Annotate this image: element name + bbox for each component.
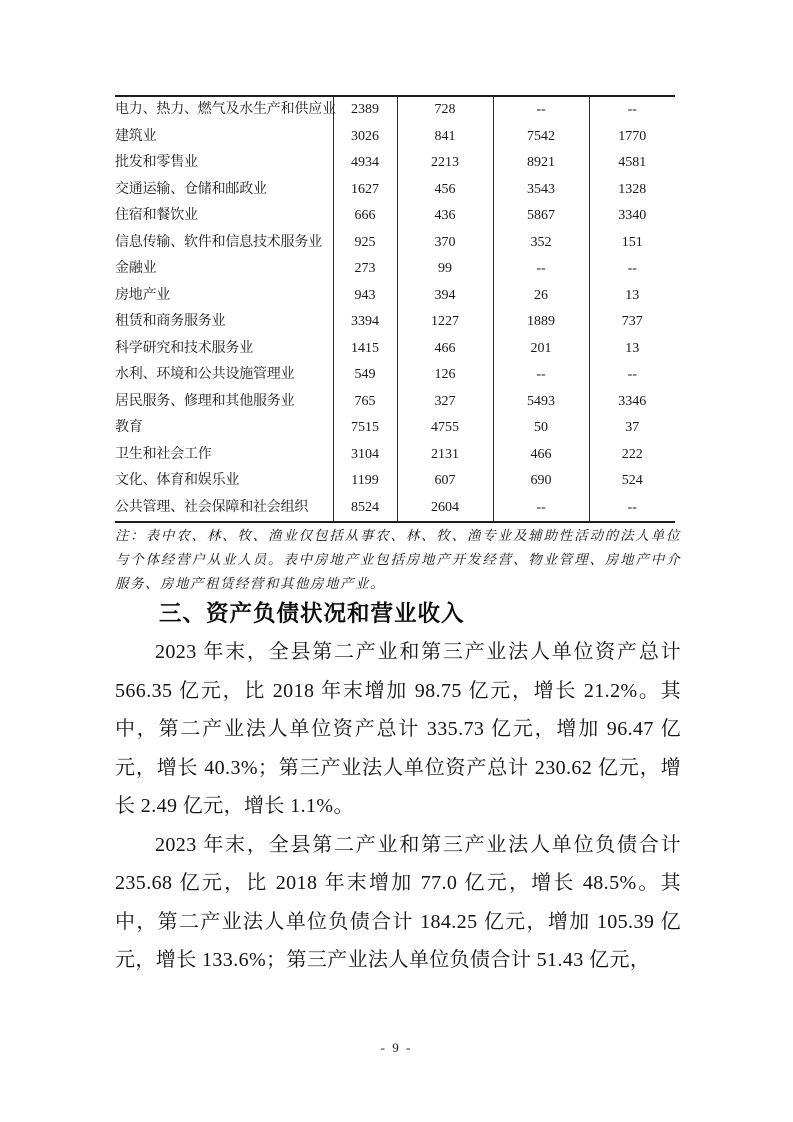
page-number: - 9 - — [380, 1040, 413, 1055]
body-paragraph: 2023 年末，全县第二产业和第三产业法人单位资产总计 566.35 亿元，比 2018 年末增加 98.75 亿元，增长 21.2%。其中，第二产业法人单位资产总计 335.73 亿元，增加 96.47 亿元，增长 40.3%；第三产业法人单位资产总计 230.62 亿元，增长 2.49 亿元，增长 1.1%。 — [115, 641, 681, 817]
section-heading: 三、资产负债状况和营业收入 — [159, 601, 465, 626]
table-row — [115, 203, 675, 230]
table-row — [115, 309, 675, 336]
value-cell: -- — [493, 96, 589, 124]
table-row — [115, 362, 675, 389]
value-cell: 394 — [397, 283, 493, 310]
table-row — [115, 230, 675, 257]
value-cell: 456 — [397, 177, 493, 204]
value-cell: 943 — [333, 283, 397, 310]
industry-label-cell: 房地产业 — [115, 283, 333, 310]
value-cell: 1627 — [333, 177, 397, 204]
value-cell: 524 — [621, 473, 643, 488]
body-text — [115, 633, 681, 980]
value-cell: -- — [493, 362, 589, 389]
table-row — [115, 256, 675, 283]
value-cell: 37 — [625, 420, 640, 435]
industry-label-cell: 租赁和商务服务业 — [115, 309, 333, 336]
table-row — [115, 96, 675, 124]
value-cell: 841 — [397, 124, 493, 151]
industry-label-cell: 金融业 — [115, 256, 333, 283]
industry-label-cell: 住宿和餐饮业 — [115, 203, 333, 230]
industry-label-cell: 信息传输、软件和信息技术服务业 — [115, 230, 333, 257]
value-cell: 3346 — [618, 393, 647, 409]
value-cell: 1227 — [397, 309, 493, 336]
body-paragraph: 2023 年末，全县第二产业和第三产业法人单位负债合计 235.68 亿元，比 2018 年末增加 77.0 亿元，增长 48.5%。其中，第二产业法人单位负债合计 184.25 亿元，增加 105.39 亿元，增长 133.6%；第三产业法人单位负债合计 51.43 亿元， — [115, 833, 681, 971]
industry-label-cell: 科学研究和技术服务业 — [115, 336, 333, 363]
industry-label-cell: 交通运输、仓储和邮政业 — [115, 177, 333, 204]
value-cell: 765 — [333, 389, 397, 416]
value-cell: 3340 — [618, 208, 647, 223]
industry-label-cell: 教育 — [115, 415, 333, 442]
value-cell: 8524 — [333, 495, 397, 523]
value-cell: 1770 — [618, 128, 647, 144]
value-cell: 666 — [333, 203, 397, 230]
value-cell: 1889 — [493, 309, 589, 336]
value-cell: 2213 — [397, 150, 493, 177]
industry-label-cell: 卫生和社会工作 — [115, 442, 333, 469]
value-cell: 737 — [621, 314, 643, 329]
value-cell: 925 — [333, 230, 397, 257]
value-cell: -- — [493, 256, 589, 283]
value-cell: 370 — [397, 230, 493, 257]
table-row — [115, 495, 675, 523]
value-cell: 2604 — [397, 495, 493, 523]
table-row — [115, 124, 675, 151]
value-cell: 1328 — [618, 181, 647, 197]
value-cell: -- — [627, 102, 637, 117]
value-cell: 3104 — [333, 442, 397, 469]
table-row — [115, 283, 675, 310]
value-cell: 4581 — [618, 155, 647, 170]
table-row — [115, 177, 675, 204]
employment-statistics-table — [115, 95, 675, 523]
value-cell: 3026 — [333, 124, 397, 151]
value-cell: 466 — [493, 442, 589, 469]
value-cell: 3394 — [333, 309, 397, 336]
value-cell: 222 — [621, 446, 643, 462]
value-cell: 201 — [493, 336, 589, 363]
value-cell: 13 — [625, 340, 640, 356]
industry-label-cell: 文化、体育和娱乐业 — [115, 468, 333, 495]
value-cell: 7542 — [493, 124, 589, 151]
value-cell: 3543 — [493, 177, 589, 204]
value-cell: 549 — [333, 362, 397, 389]
industry-label-cell: 建筑业 — [115, 124, 333, 151]
value-cell: 2131 — [397, 442, 493, 469]
value-cell: 1199 — [333, 468, 397, 495]
value-cell: -- — [627, 367, 637, 382]
employment-statistics-table-wrap — [115, 95, 675, 523]
table-row — [115, 150, 675, 177]
value-cell: 352 — [493, 230, 589, 257]
value-cell: 728 — [397, 96, 493, 124]
industry-label-cell: 水利、环境和公共设施管理业 — [115, 362, 333, 389]
value-cell: 50 — [493, 415, 589, 442]
value-cell: 151 — [621, 234, 643, 250]
value-cell: 466 — [397, 336, 493, 363]
value-cell: 5493 — [493, 389, 589, 416]
value-cell: 327 — [397, 389, 493, 416]
table-row — [115, 468, 675, 495]
value-cell: 2389 — [333, 96, 397, 124]
value-cell: 13 — [625, 287, 640, 303]
value-cell: -- — [493, 495, 589, 523]
industry-label-cell: 居民服务、修理和其他服务业 — [115, 389, 333, 416]
value-cell: -- — [627, 499, 637, 515]
table-body — [115, 96, 675, 522]
value-cell: 4755 — [397, 415, 493, 442]
value-cell: 5867 — [493, 203, 589, 230]
value-cell: 436 — [397, 203, 493, 230]
table-row — [115, 415, 675, 442]
table-row — [115, 389, 675, 416]
value-cell: 26 — [493, 283, 589, 310]
value-cell: 8921 — [493, 150, 589, 177]
industry-label-cell: 公共管理、社会保障和社会组织 — [115, 495, 333, 523]
value-cell: 4934 — [333, 150, 397, 177]
table-note: 注：表中农、林、牧、渔业仅包括从事农、林、牧、渔专业及辅助性活动的法人单位与个体经营户从业人员。表中房地产业包括房地产开发经营、物业管理、房地产中介服务、房地产租赁经营和其他房地产业。 — [115, 528, 681, 591]
value-cell: 690 — [493, 468, 589, 495]
value-cell: 607 — [397, 468, 493, 495]
value-cell: 99 — [397, 256, 493, 283]
value-cell: -- — [627, 261, 637, 276]
industry-label-cell: 批发和零售业 — [115, 150, 333, 177]
table-row — [115, 336, 675, 363]
value-cell: 273 — [333, 256, 397, 283]
industry-label-cell: 电力、热力、燃气及水生产和供应业 — [115, 96, 333, 124]
value-cell: 126 — [397, 362, 493, 389]
value-cell: 7515 — [333, 415, 397, 442]
table-row — [115, 442, 675, 469]
value-cell: 1415 — [333, 336, 397, 363]
